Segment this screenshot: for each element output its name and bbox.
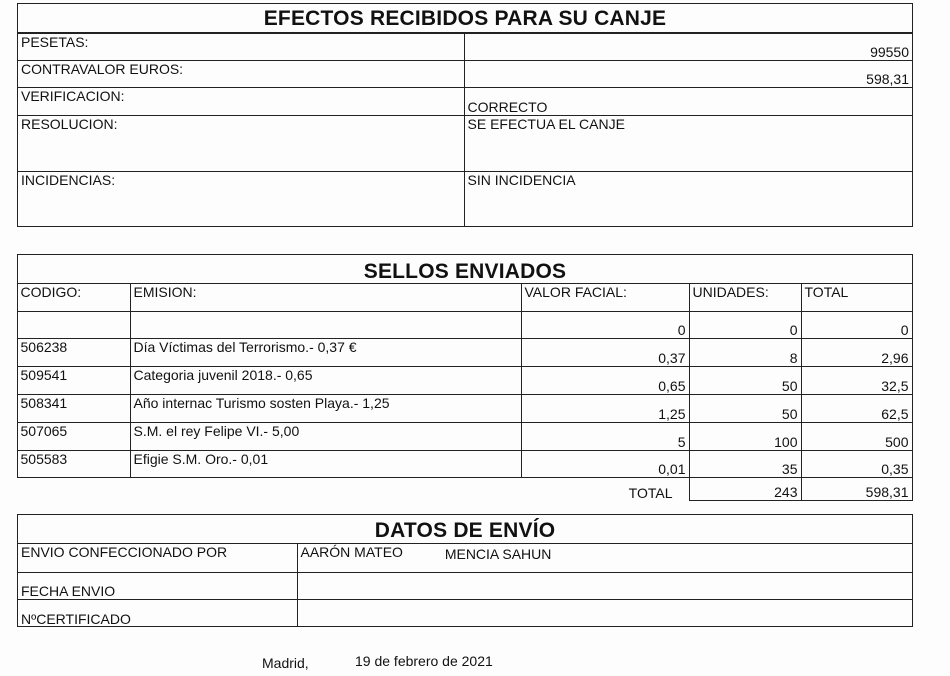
envio-confeccionado-label: ENVIO CONFECCIONADO POR — [18, 544, 297, 572]
envio-apellidos: MENCIA SAHUN — [444, 546, 552, 562]
cell-codigo: 508341 — [17, 395, 130, 423]
totals-row — [17, 478, 912, 501]
sellos-table — [17, 283, 913, 501]
cell-emision: Día Víctimas del Terrorismo.- 0,37 € — [130, 339, 521, 367]
table-row — [17, 395, 912, 423]
sellos-title: SELLOS ENVIADOS — [363, 260, 567, 283]
envio-row-confeccionado — [18, 544, 912, 572]
cell-valor: 0,01 — [521, 451, 689, 478]
envio-fecha-label: FECHA ENVIO — [18, 572, 297, 599]
cell-valor: 0 — [521, 312, 689, 339]
table-row — [17, 451, 912, 478]
totals-unidades: 243 — [689, 478, 801, 501]
efectos-row-euros — [18, 61, 912, 88]
cell-valor: 0,65 — [521, 367, 689, 395]
cell-unidades: 0 — [689, 312, 801, 339]
cell-total: 62,5 — [801, 395, 912, 423]
cell-emision: S.M. el rey Felipe VI.- 5,00 — [130, 423, 521, 451]
cell-total: 0,35 — [801, 451, 912, 478]
empty-cell — [130, 478, 521, 501]
efectos-row-pesetas — [18, 34, 912, 61]
cell-total: 2,96 — [801, 339, 912, 367]
efectos-value: 99550 — [464, 34, 912, 61]
cell-codigo: 506238 — [17, 339, 130, 367]
envio-nombre: AARÓN MATEO — [300, 544, 403, 560]
envio-title: DATOS DE ENVÍO — [18, 515, 912, 544]
sellos-section — [17, 254, 913, 501]
cell-emision — [130, 312, 521, 339]
empty-cell — [17, 478, 130, 501]
table-row — [17, 339, 912, 367]
efectos-label: INCIDENCIAS: — [18, 172, 464, 227]
col-header-emision: EMISION: — [130, 284, 521, 312]
cell-codigo: 509541 — [17, 367, 130, 395]
cell-valor: 5 — [521, 423, 689, 451]
envio-certificado-value — [297, 599, 912, 627]
envio-row-fecha — [18, 572, 912, 599]
cell-unidades: 8 — [689, 339, 801, 367]
envio-table — [18, 544, 912, 627]
envio-certificado-label: NºCERTIFICADO — [18, 599, 297, 627]
cell-emision: Categoria juvenil 2018.- 0,65 — [130, 367, 521, 395]
col-header-total: TOTAL — [801, 284, 912, 312]
cell-emision: Efigie S.M. Oro.- 0,01 — [130, 451, 521, 478]
efectos-value: SE EFECTUA EL CANJE — [464, 116, 912, 172]
table-row — [17, 423, 912, 451]
efectos-value: 598,31 — [464, 61, 912, 88]
cell-emision: Año internac Turismo sosten Playa.- 1,25 — [130, 395, 521, 423]
efectos-value: SIN INCIDENCIA — [464, 172, 912, 227]
efectos-section — [17, 3, 913, 227]
efectos-table — [18, 33, 912, 227]
cell-unidades: 50 — [689, 395, 801, 423]
col-header-unidades: UNIDADES: — [689, 284, 801, 312]
efectos-value: CORRECTO — [464, 88, 912, 116]
cell-valor: 1,25 — [521, 395, 689, 423]
table-row — [17, 367, 912, 395]
efectos-row-incidencias — [18, 172, 912, 227]
envio-confeccionado-value — [297, 544, 912, 572]
envio-section — [17, 514, 913, 627]
col-header-valor: VALOR FACIAL: — [521, 284, 689, 312]
cell-codigo: 507065 — [17, 423, 130, 451]
sellos-header-row — [17, 284, 912, 312]
cell-total: 0 — [801, 312, 912, 339]
footer-place: Madrid, — [262, 655, 309, 671]
cell-total: 32,5 — [801, 367, 912, 395]
efectos-label: PESETAS: — [18, 34, 464, 61]
efectos-label: RESOLUCION: — [18, 116, 464, 172]
totals-label: TOTAL — [628, 484, 673, 501]
cell-codigo — [17, 312, 130, 339]
cell-unidades: 50 — [689, 367, 801, 395]
cell-valor: 0,37 — [521, 339, 689, 367]
envio-fecha-value — [297, 572, 912, 599]
efectos-title: EFECTOS RECIBIDOS PARA SU CANJE — [18, 4, 912, 33]
cell-unidades: 100 — [689, 423, 801, 451]
envio-row-certificado — [18, 599, 912, 627]
cell-unidades: 35 — [689, 451, 801, 478]
totals-total: 598,31 — [801, 478, 912, 501]
footer-date: 19 de febrero de 2021 — [355, 653, 493, 669]
efectos-row-resolucion — [18, 116, 912, 172]
efectos-label: VERIFICACION: — [18, 88, 464, 116]
cell-total: 500 — [801, 423, 912, 451]
table-row — [17, 312, 912, 339]
efectos-row-verificacion — [18, 88, 912, 116]
cell-codigo: 505583 — [17, 451, 130, 478]
efectos-label: CONTRAVALOR EUROS: — [18, 61, 464, 88]
col-header-codigo: CODIGO: — [17, 284, 130, 312]
